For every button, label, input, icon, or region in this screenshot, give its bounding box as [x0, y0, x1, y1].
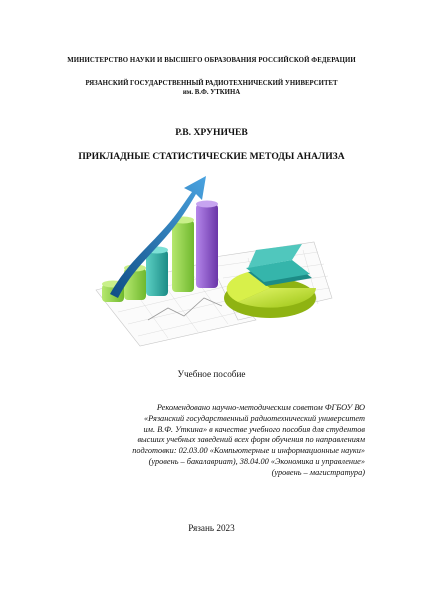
recommendation-line: высших учебных заведений всех форм обучения по направлениям — [137, 435, 365, 445]
bar-green-3 — [172, 217, 194, 293]
document-type: Учебное пособие — [177, 369, 246, 379]
university-line-1: РЯЗАНСКИЙ ГОСУДАРСТВЕННЫЙ РАДИОТЕХНИЧЕСКИЙ УНИВЕРСИТЕТ — [85, 80, 338, 87]
university-name — [0, 80, 423, 97]
recommendation-line: Рекомендовано научно-методическим советом ФГБОУ ВО — [156, 403, 365, 412]
recommendation-line: (уровень – бакалавриат), 38.04.00 «Экономика и управление» — [148, 456, 365, 466]
city-year: Рязань 2023 — [188, 523, 235, 533]
bar-purple — [196, 201, 218, 289]
cover-chart-illustration — [88, 170, 334, 348]
recommendation-line: «Рязанский государственный радиотехнический университет — [143, 413, 365, 423]
recommendation-line: (уровень – магистратура) — [271, 467, 365, 477]
recommendation-line: им. В.Ф. Уткина» в качестве учебного пособия для студентов — [143, 424, 365, 434]
author-name: Р.В. ХРУНИЧЕВ — [175, 127, 248, 138]
recommendation-line: подготовки: 02.03.00 «Компьютерные и информационные науки» — [132, 446, 365, 456]
university-line-2: им. В.Ф. УТКИНА — [182, 88, 241, 96]
ministry-name: МИНИСТЕРСТВО НАУКИ И ВЫСШЕГО ОБРАЗОВАНИЯ РОССИЙСКОЙ ФЕДЕРАЦИИ — [67, 57, 356, 64]
book-title: ПРИКЛАДНЫЕ СТАТИСТИЧЕСКИЕ МЕТОДЫ АНАЛИЗА — [78, 151, 345, 162]
recommendation-block — [88, 403, 365, 479]
